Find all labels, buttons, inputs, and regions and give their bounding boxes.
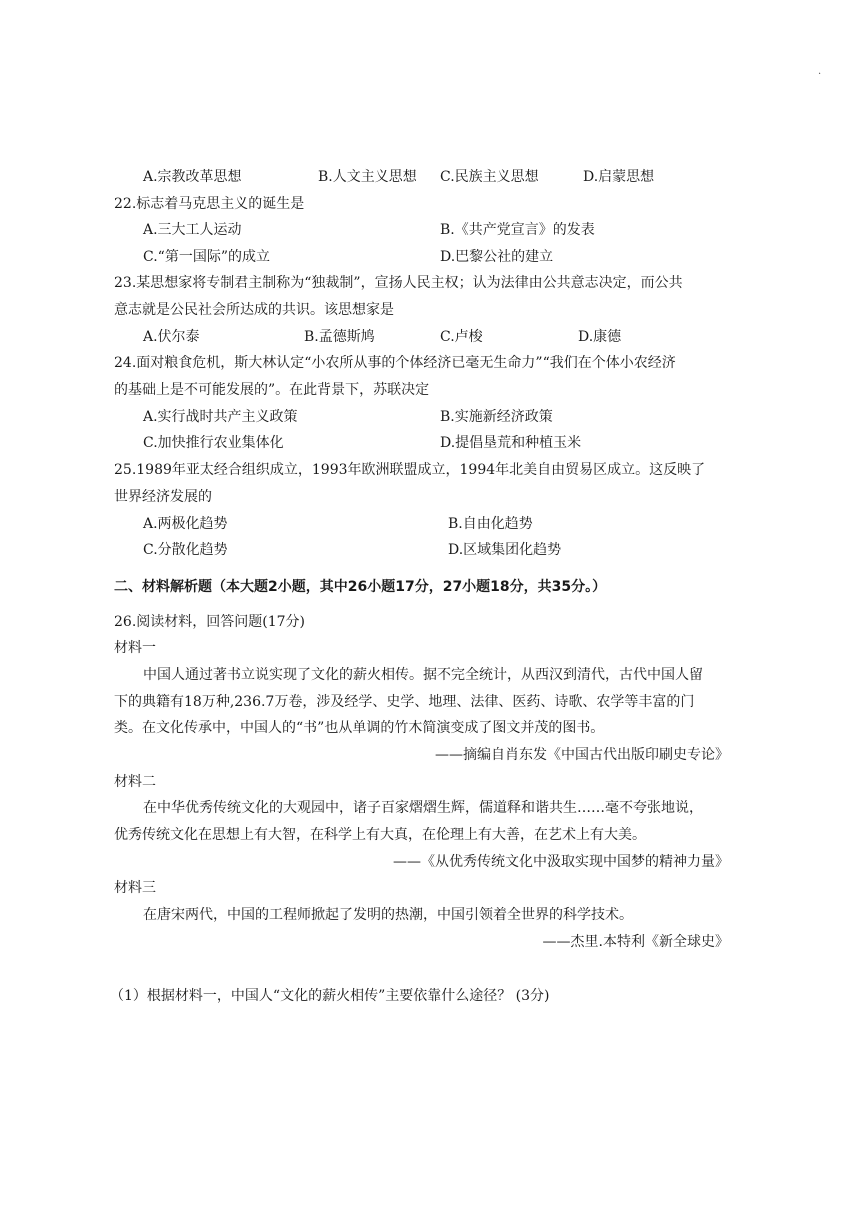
q25-option-d: D.区域集团化趋势 [448, 542, 562, 558]
q23-option-d: D.康德 [578, 329, 622, 345]
q21-option-b: B.人文主义思想 [318, 169, 417, 185]
material-2-line-2: 优秀传统文化在思想上有大智，在科学上有大真，在伦理上有大善，在艺术上有大美。 [114, 827, 646, 843]
q26-subquestion-1: （1）根据材料一，中国人“文化的薪火相传”主要依靠什么途径？ (3分) [110, 988, 550, 1004]
material-3-title: 材料三 [114, 880, 156, 896]
q24-option-b: B.实施新经济政策 [440, 409, 553, 425]
material-1-line-2: 下的典籍有18万种,236.7万卷，涉及经学、史学、地理、法律、医药、诗歌、农学等丰富的门 [114, 694, 695, 710]
material-1-title: 材料一 [114, 640, 156, 656]
q21-option-d: D.启蒙思想 [583, 169, 655, 185]
material-1-line-3: 类。在文化传承中，中国人的“书”也从单调的竹木简演变成了图文并茂的图书。 [114, 720, 605, 736]
material-2-title: 材料二 [114, 774, 156, 790]
page-corner-mark: . [818, 66, 822, 77]
material-3-line-1: 在唐宋两代，中国的工程师掀起了发明的热潮，中国引领着全世界的科学技术。 [143, 907, 633, 923]
q21-option-a: A.宗教改革思想 [143, 169, 242, 185]
q24-stem-line-2: 的基础上是不可能发展的”。在此背景下，苏联决定 [114, 382, 430, 398]
q23-option-c: C.卢梭 [440, 329, 483, 345]
q22-stem: 22.标志着马克思主义的诞生是 [114, 196, 305, 212]
q24-option-a: A.实行战时共产主义政策 [143, 409, 298, 425]
material-3-source: ——杰里.本特利《新全球史》 [542, 934, 729, 950]
q26-stem: 26.阅读材料，回答问题(17分) [114, 614, 306, 630]
q24-stem-line-1: 24.面对粮食危机，斯大林认定“小农所从事的个体经济已毫无生命力”“我们在个体小农经济 [114, 355, 676, 371]
q25-option-a: A.两极化趋势 [143, 516, 228, 532]
q21-option-c: C.民族主义思想 [440, 169, 539, 185]
q25-stem-line-1: 25.1989年亚太经合组织成立，1993年欧洲联盟成立，1994年北美自由贸易区成立。这反映了 [114, 462, 706, 478]
q25-stem-line-2: 世界经济发展的 [114, 489, 212, 505]
q23-option-b: B.孟德斯鸠 [304, 329, 375, 345]
q25-option-b: B.自由化趋势 [448, 516, 533, 532]
q23-stem-line-2: 意志就是公民社会所达成的共识。该思想家是 [114, 302, 394, 318]
material-2-line-1: 在中华优秀传统文化的大观园中，诸子百家熠熠生辉，儒道释和谐共生……毫不夸张地说， [143, 800, 703, 816]
section-2-heading: 二、材料解析题（本大题2小题，其中26小题17分，27小题18分，共35分。） [114, 579, 607, 595]
material-1-source: ——摘编自肖东发《中国古代出版印刷史专论》 [435, 747, 729, 763]
q22-option-a: A.三大工人运动 [143, 222, 242, 238]
material-1-line-1: 中国人通过著书立说实现了文化的薪火相传。据不完全统计，从西汉到清代，古代中国人留 [143, 667, 703, 683]
q22-option-d: D.巴黎公社的建立 [440, 249, 554, 265]
q24-option-c: C.加快推行农业集体化 [143, 435, 284, 451]
q25-option-c: C.分散化趋势 [143, 542, 228, 558]
material-2-source: ——《从优秀传统文化中汲取实现中国梦的精神力量》 [393, 854, 729, 870]
q23-stem-line-1: 23.某思想家将专制君主制称为“独裁制”，宣扬人民主权；认为法律由公共意志决定，而公共 [114, 275, 683, 291]
q22-option-c: C.“第一国际”的成立 [143, 249, 270, 265]
q23-option-a: A.伏尔泰 [143, 329, 200, 345]
q24-option-d: D.提倡垦荒和种植玉米 [440, 435, 582, 451]
q22-option-b: B.《共产党宣言》的发表 [440, 222, 595, 238]
